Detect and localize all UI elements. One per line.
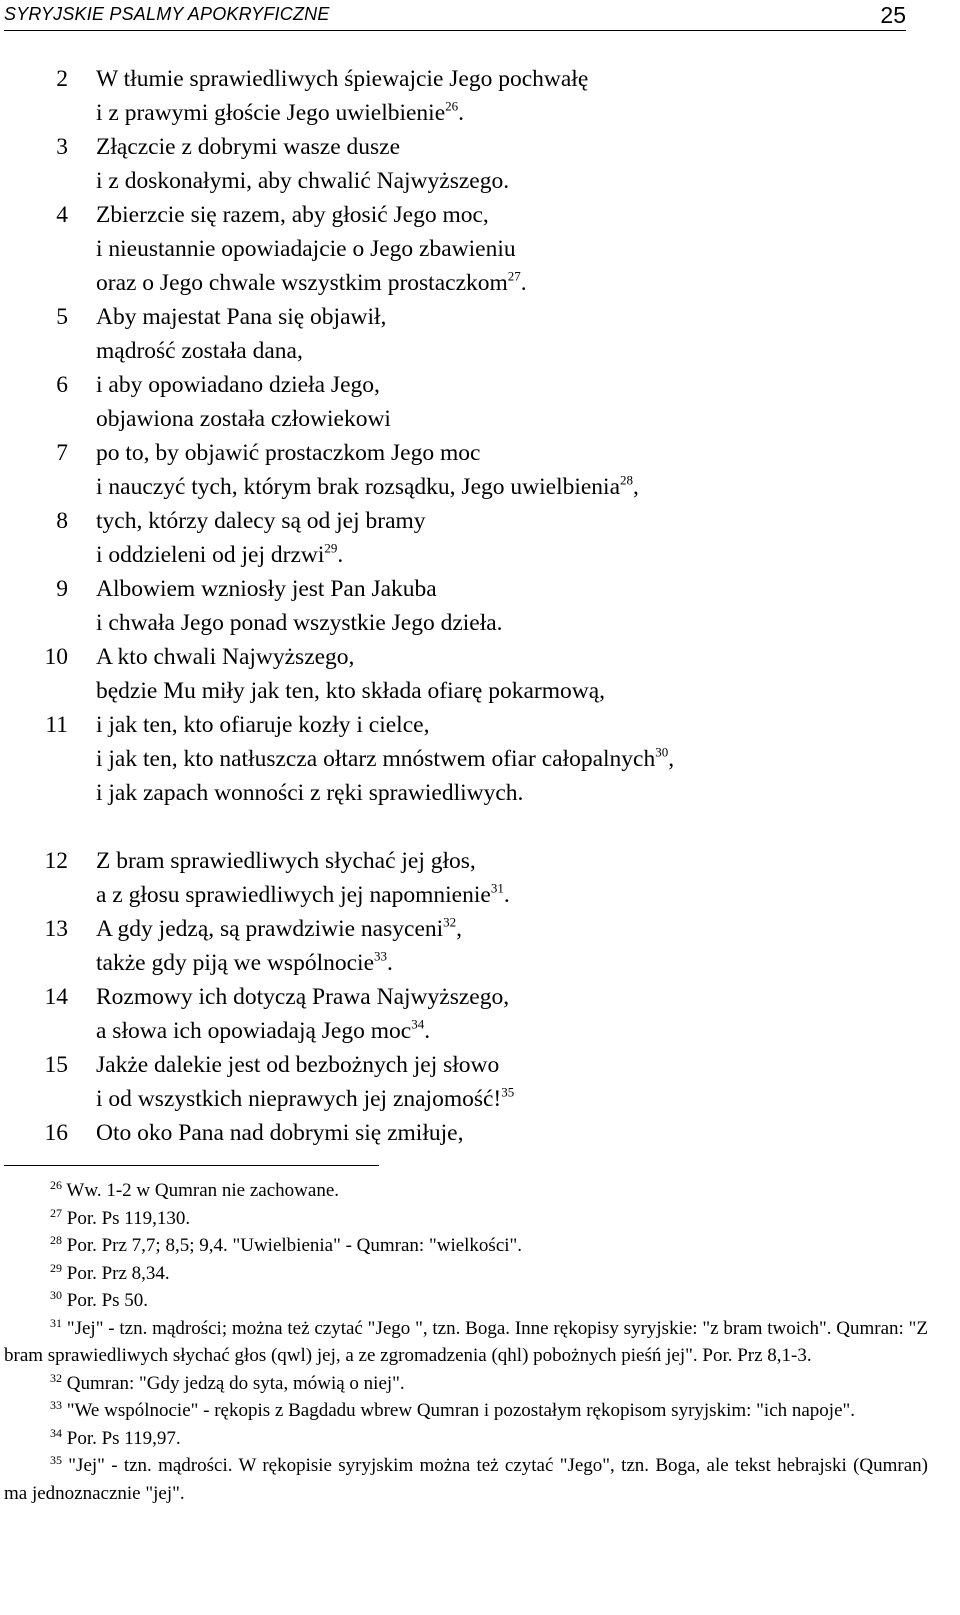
verse-text-main: Albowiem wzniosły jest Pan Jakuba bbox=[96, 576, 437, 602]
verse-line bbox=[0, 402, 960, 436]
verse-line bbox=[0, 912, 960, 946]
verse-text bbox=[96, 708, 429, 742]
verse-text bbox=[96, 130, 400, 164]
verse-text bbox=[96, 776, 523, 810]
footnote-text: Por. Prz 8,34. bbox=[66, 1262, 170, 1284]
verse-line bbox=[0, 130, 960, 164]
footnote-text: Por. Ps 119,97. bbox=[66, 1427, 181, 1449]
footnote bbox=[4, 1260, 928, 1288]
footnote bbox=[4, 1315, 928, 1370]
verse-text-main: Złączcie z dobrymi wasze dusze bbox=[96, 134, 401, 160]
footnote-reference[interactable]: 34 bbox=[411, 1016, 425, 1032]
verse-text bbox=[96, 946, 393, 980]
footnote-text: Por. Ps 119,130. bbox=[66, 1207, 191, 1229]
verse-number: 14 bbox=[44, 984, 68, 1010]
verse-text bbox=[96, 300, 386, 334]
verse-number: 10 bbox=[44, 644, 68, 670]
verse-punctuation: . bbox=[387, 950, 393, 976]
verse-text bbox=[96, 198, 489, 232]
verse-text bbox=[96, 62, 588, 96]
verse-text bbox=[96, 368, 380, 402]
stanza-break bbox=[0, 810, 960, 844]
verse-number: 5 bbox=[56, 304, 68, 330]
verse-line bbox=[0, 62, 960, 96]
page-number: 25 bbox=[880, 2, 906, 28]
verse-text bbox=[96, 742, 674, 776]
verse-number: 6 bbox=[56, 372, 68, 398]
verse-text-main: Rozmowy ich dotyczą Prawa Najwyższego, bbox=[96, 984, 510, 1010]
psalm-text bbox=[0, 62, 960, 1150]
verse-line bbox=[0, 946, 960, 980]
footnote-number bbox=[4, 1370, 62, 1398]
footnote-text: Por. Prz 7,7; 8,5; 9,4. "Uwielbienia" - Qumran: "wielkości". bbox=[66, 1235, 523, 1256]
footnote-reference[interactable]: 27 bbox=[507, 268, 521, 284]
verse-text-main: W tłumie sprawiedliwych śpiewajcie Jego pochwałę bbox=[96, 66, 589, 92]
verse-text bbox=[96, 1116, 463, 1150]
footnote-number-value: 31 bbox=[50, 1315, 62, 1330]
verse-punctuation: , bbox=[668, 746, 675, 772]
footnote-number-value: 27 bbox=[50, 1205, 62, 1220]
verse-text-main: a słowa ich opowiadają Jego moc bbox=[96, 1018, 412, 1044]
verse-text-main: a z głosu sprawiedliwych jej napomnienie bbox=[96, 882, 491, 908]
verse-text-main: Aby majestat Pana się objawił, bbox=[96, 304, 387, 330]
footnote-number-value: 26 bbox=[50, 1177, 62, 1192]
footnote-number-value: 28 bbox=[50, 1232, 62, 1247]
footnote-text: Por. Ps 50. bbox=[66, 1290, 149, 1311]
verse-text-main: Z bram sprawiedliwych słychać jej głos, bbox=[96, 848, 476, 874]
verse-line bbox=[0, 844, 960, 878]
verse-line bbox=[0, 164, 960, 198]
footnote-text: "We wspólnocie" - rękopis z Bagdadu wbrew Qumran i pozostałym rękopisom syryjskim: "ich napoje". bbox=[66, 1400, 856, 1421]
verse-number: 8 bbox=[56, 508, 68, 534]
verse-line bbox=[0, 1048, 960, 1082]
verse-number: 9 bbox=[56, 576, 68, 602]
verse-text bbox=[96, 1048, 499, 1082]
verse-number: 3 bbox=[56, 134, 68, 160]
footnote-number-value: 33 bbox=[50, 1397, 62, 1412]
footnote-number bbox=[4, 1397, 62, 1425]
footnote-text: "Jej" - tzn. mądrości. W rękopisie syryjskim można też czytać "Jego", tzn. Boga, ale tekst hebrajski (Qumran) ma jednoznacznie "jej". bbox=[4, 1455, 928, 1504]
footnote-number-value: 32 bbox=[50, 1370, 62, 1385]
verse-text bbox=[96, 1082, 514, 1116]
verse-text bbox=[96, 402, 391, 436]
footnote-number-value: 34 bbox=[50, 1425, 62, 1440]
verse-text-main: i nauczyć tych, którym brak rozsądku, Jego uwielbienia bbox=[96, 474, 621, 500]
footnote-reference[interactable]: 33 bbox=[374, 948, 387, 964]
verse-number: 15 bbox=[44, 1052, 68, 1078]
verse-text-main: po to, by objawić prostaczkom Jego moc bbox=[96, 440, 481, 466]
verse-line bbox=[0, 504, 960, 538]
footnote bbox=[4, 1397, 928, 1425]
footnote-reference[interactable]: 28 bbox=[620, 472, 634, 488]
verse-punctuation: , bbox=[456, 916, 463, 942]
verse-line bbox=[0, 640, 960, 674]
verse-punctuation: . bbox=[337, 542, 344, 568]
verse-text-main: tych, którzy dalecy są od jej bramy bbox=[96, 508, 426, 534]
verse-text-main: i z doskonałymi, aby chwalić Najwyższego. bbox=[96, 168, 510, 194]
footnote-number bbox=[4, 1232, 62, 1260]
verse-number: 4 bbox=[56, 202, 68, 228]
verse-text-main: Jakże dalekie jest od bezbożnych jej słowo bbox=[96, 1052, 500, 1078]
footnote bbox=[4, 1232, 928, 1260]
verse-line bbox=[0, 572, 960, 606]
footnote-number-value: 35 bbox=[50, 1452, 62, 1467]
footnote-reference[interactable]: 29 bbox=[324, 540, 338, 556]
verse-number: 16 bbox=[44, 1120, 68, 1146]
verse-text-main: oraz o Jego chwale wszystkim prostaczkom bbox=[96, 270, 508, 296]
footnote-reference[interactable]: 35 bbox=[501, 1084, 515, 1100]
verse-line bbox=[0, 300, 960, 334]
verse-text bbox=[96, 640, 354, 674]
footnote-number bbox=[4, 1260, 62, 1288]
verse-text-main: A kto chwali Najwyższego, bbox=[96, 644, 355, 670]
verse-text-main: i jak zapach wonności z ręki sprawiedliwych. bbox=[96, 780, 524, 806]
verse-number: 13 bbox=[44, 916, 68, 942]
verse-line bbox=[0, 980, 960, 1014]
footnote-text: Qumran: "Gdy jedzą do syta, mówią o niej". bbox=[66, 1372, 405, 1394]
footnote-number bbox=[4, 1425, 62, 1453]
footnote-reference[interactable]: 32 bbox=[443, 914, 457, 930]
verse-text bbox=[96, 844, 476, 878]
footnote-number bbox=[4, 1205, 62, 1233]
verse-text-main: także gdy piją we wspólnocie bbox=[96, 950, 374, 976]
footnote bbox=[4, 1425, 928, 1453]
verse-text-main: A gdy jedzą, są prawdziwie nasyceni bbox=[96, 916, 444, 942]
verse-line bbox=[0, 198, 960, 232]
verse-text-main: Zbierzcie się razem, aby głosić Jego moc, bbox=[96, 202, 489, 228]
verse-text bbox=[96, 674, 605, 708]
verse-text-main: i jak ten, kto natłuszcza ołtarz mnóstwem ofiar całopalnych bbox=[96, 746, 656, 772]
verse-line bbox=[0, 368, 960, 402]
verse-text bbox=[96, 572, 437, 606]
verse-line bbox=[0, 538, 960, 572]
footnote bbox=[4, 1287, 928, 1315]
verse-text-main: objawiona została człowiekowi bbox=[96, 406, 391, 432]
footnote bbox=[4, 1370, 928, 1398]
verse-text-main: i od wszystkich nieprawych jej znajomość! bbox=[96, 1086, 502, 1112]
verse-number: 7 bbox=[56, 440, 68, 466]
verse-text-main: mądrość została dana, bbox=[96, 338, 303, 364]
verse-line bbox=[0, 1116, 960, 1150]
verse-text bbox=[96, 164, 509, 198]
verse-line bbox=[0, 232, 960, 266]
header-title: SYRYJSKIE PSALMY APOKRYFICZNE bbox=[4, 4, 330, 24]
verse-text-main: i jak ten, kto ofiaruje kozły i cielce, bbox=[96, 712, 430, 738]
verse-line bbox=[0, 334, 960, 368]
verse-line bbox=[0, 470, 960, 504]
verse-text-main: i nieustannie opowiadajcie o Jego zbawieniu bbox=[96, 236, 516, 262]
verse-punctuation: . bbox=[458, 100, 465, 126]
footnote bbox=[4, 1205, 928, 1233]
footnote-reference[interactable]: 26 bbox=[445, 98, 459, 114]
verse-line bbox=[0, 776, 960, 810]
footnote-number bbox=[4, 1452, 62, 1480]
footnote bbox=[4, 1177, 928, 1205]
running-header bbox=[4, 2, 906, 31]
footnote-number-value: 29 bbox=[50, 1260, 62, 1275]
verse-text-main: i aby opowiadano dzieła Jego, bbox=[96, 372, 380, 398]
verse-punctuation: . bbox=[520, 270, 527, 296]
verse-text-main: będzie Mu miły jak ten, kto składa ofiarę pokarmową, bbox=[96, 678, 606, 704]
verse-text-main: Oto oko Pana nad dobrymi się zmiłuje, bbox=[96, 1120, 464, 1146]
footnote-number bbox=[4, 1177, 62, 1205]
verse-text bbox=[96, 436, 480, 470]
verse-text bbox=[96, 96, 464, 130]
verse-line bbox=[0, 708, 960, 742]
footnote-separator bbox=[4, 1165, 379, 1166]
footnotes bbox=[4, 1177, 928, 1507]
footnote-number bbox=[4, 1315, 62, 1343]
verse-text bbox=[96, 980, 509, 1014]
verse-line bbox=[0, 742, 960, 776]
verse-text bbox=[96, 470, 639, 504]
verse-line bbox=[0, 436, 960, 470]
footnote-number-value: 30 bbox=[50, 1287, 62, 1302]
footnote-reference[interactable]: 31 bbox=[490, 880, 504, 896]
verse-text bbox=[96, 266, 527, 300]
verse-number: 12 bbox=[44, 848, 68, 874]
verse-text bbox=[96, 232, 516, 266]
verse-text-main: i z prawymi głoście Jego uwielbienie bbox=[96, 100, 446, 126]
verse-text-main: i oddzieleni od jej drzwi bbox=[96, 542, 325, 568]
verse-text bbox=[96, 878, 510, 912]
verse-line bbox=[0, 606, 960, 640]
verse-line bbox=[0, 266, 960, 300]
verse-punctuation: . bbox=[424, 1018, 431, 1044]
verse-line bbox=[0, 96, 960, 130]
verse-punctuation: . bbox=[503, 882, 510, 908]
verse-number: 11 bbox=[45, 712, 68, 738]
footnote-text: "Jej" - tzn. mądrości; można też czytać "Jego ", tzn. Boga. Inne rękopisy syryjskie: "z bram twoich". Qumran: "Z bram sprawiedliwych słychać głos (qwl) jej, a ze zgromadzenia (qhl) pobożnych pieśń jej". Por. Prz 8,1-3. bbox=[4, 1317, 929, 1366]
footnote-reference[interactable]: 30 bbox=[655, 744, 669, 760]
verse-text bbox=[96, 334, 303, 368]
verse-line bbox=[0, 1014, 960, 1048]
verse-text-main: i chwała Jego ponad wszystkie Jego dzieła. bbox=[96, 610, 503, 636]
verse-punctuation: , bbox=[633, 474, 639, 500]
footnote-text: Ww. 1-2 w Qumran nie zachowane. bbox=[66, 1180, 339, 1201]
verse-text bbox=[96, 504, 426, 538]
verse-text bbox=[96, 538, 343, 572]
verse-text bbox=[96, 1014, 430, 1048]
footnote-number bbox=[4, 1287, 62, 1315]
verse-line bbox=[0, 878, 960, 912]
footnote bbox=[4, 1452, 928, 1507]
verse-number: 2 bbox=[56, 66, 68, 92]
verse-line bbox=[0, 1082, 960, 1116]
verse-line bbox=[0, 674, 960, 708]
verse-text bbox=[96, 912, 462, 946]
verse-text bbox=[96, 606, 503, 640]
